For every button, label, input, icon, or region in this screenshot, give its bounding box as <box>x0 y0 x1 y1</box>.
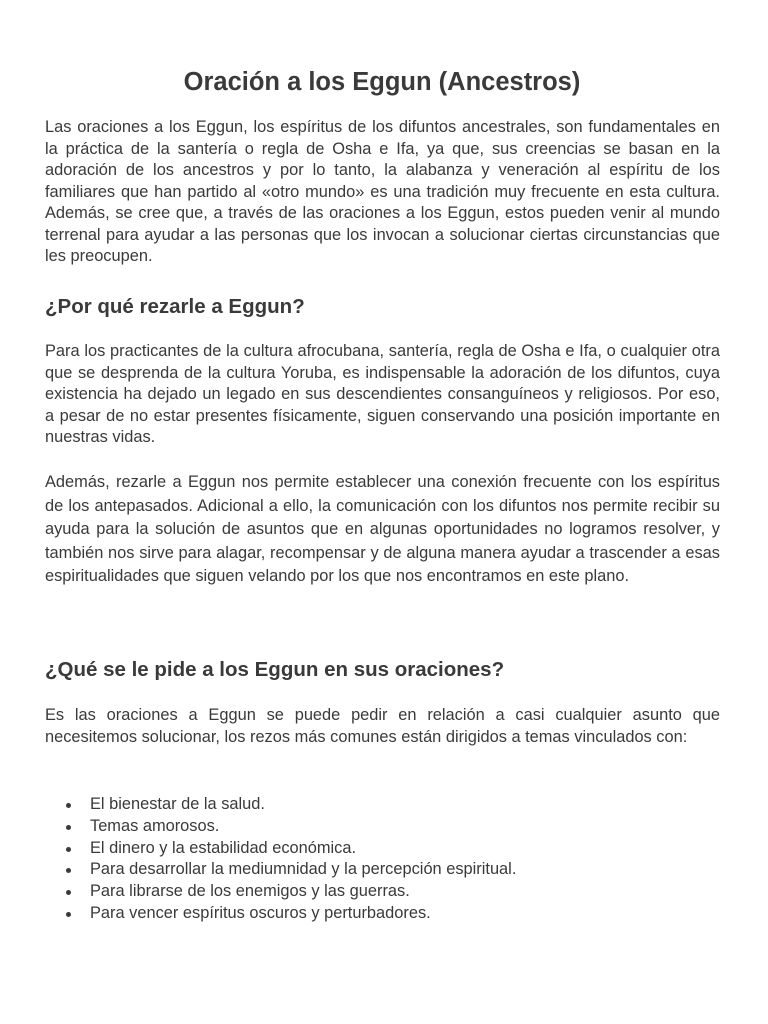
section-heading-why-pray: ¿Por qué rezarle a Eggun? <box>45 295 305 318</box>
list-item-text: Para librarse de los enemigos y las guerras. <box>90 882 410 901</box>
list-item <box>45 903 720 925</box>
bullet-icon <box>66 868 71 873</box>
bullet-icon <box>66 847 71 852</box>
list-item-text: El dinero y la estabilidad económica. <box>90 838 357 857</box>
why-pray-paragraph-1: Para los practicantes de la cultura afrocubana, santería, regla de Osha e Ifa, o cualquier otra que se desprenda de la cultura Yoruba, es indispensable la adoración de los difuntos, cuya existencia ha dejado un legado en sus descendientes consanguíneos y religiosos. Por eso, a pesar de no estar presentes físicamente, siguen conservando una posición importante en nuestras vidas. <box>45 342 720 446</box>
section-heading-what-to-ask: ¿Qué se le pide a los Eggun en sus oraciones? <box>45 658 505 681</box>
what-to-ask-paragraph: Es las oraciones a Eggun se puede pedir en relación a casi cualquier asunto que necesitemos solucionar, los rezos más comunes están dirigidos a temas vinculados con: <box>45 706 720 746</box>
list-item <box>45 794 720 816</box>
list-item <box>45 838 720 860</box>
list-item-text: Para desarrollar la mediumnidad y la percepción espiritual. <box>90 860 517 879</box>
bullet-icon <box>66 825 71 830</box>
list-item <box>45 816 720 838</box>
list-item <box>45 859 720 881</box>
list-item-text: Temas amorosos. <box>90 816 220 835</box>
bullet-icon <box>66 803 71 808</box>
bullet-icon <box>66 912 71 917</box>
list-item-text: El bienestar de la salud. <box>90 795 265 813</box>
document-title: Oración a los Eggun (Ancestros) <box>183 68 581 96</box>
intro-paragraph: Las oraciones a los Eggun, los espíritus de los difuntos ancestrales, son fundamentales en la práctica de la santería o regla de Osha e Ifa, ya que, sus creencias se basan en la adoración de los ancestros y por lo tanto, la alabanza y veneración al espíritu de los familiares que han partido al «otro mundo» es una tradición muy frecuente en esta cultura. Además, se cree que, a través de las oraciones a los Eggun, estos pueden venir al mundo terrenal para ayudar a las personas que los invocan a solucionar ciertas circunstancias que les preocupen. <box>45 118 720 265</box>
why-pray-paragraph-2: Además, rezarle a Eggun nos permite establecer una conexión frecuente con los espíritus de los antepasados. Adicional a ello, la comunicación con los difuntos nos permite recibir su ayuda para la solución de asuntos que en algunas oportunidades no logramos resolver, y también nos sirve para alagar, recompensar y de alguna manera ayudar a trascender a esas espiritualidades que siguen velando por los que nos encontramos en este plano. <box>45 473 720 585</box>
request-topics-list <box>45 794 720 925</box>
bullet-icon <box>66 890 71 895</box>
list-item <box>45 881 720 903</box>
list-item-text: Para vencer espíritus oscuros y perturbadores. <box>90 903 431 922</box>
